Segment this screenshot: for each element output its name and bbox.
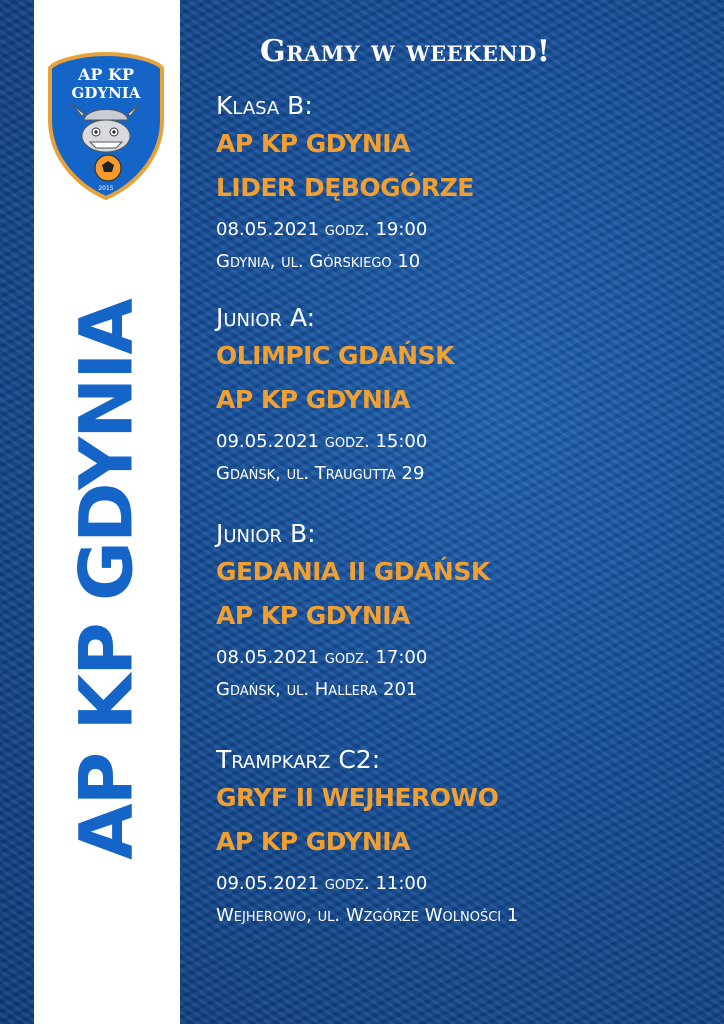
match-place: Wejherowo, ul. Wzgórze Wolności 1 xyxy=(216,905,519,926)
match-place: Gdańsk, ul. Traugutta 29 xyxy=(216,463,425,484)
match-category: Klasa B: xyxy=(216,91,313,120)
crest-shield-icon xyxy=(46,50,166,202)
away-team: AP KP GDYNIA xyxy=(216,385,410,414)
home-team: GEDANIA II GDAŃSK xyxy=(216,557,490,586)
match-block-junior-a xyxy=(216,302,454,490)
match-block-trampkarz-c2 xyxy=(216,744,518,932)
match-datetime: 09.05.2021 godz. 11:00 xyxy=(216,873,428,894)
match-category: Junior A: xyxy=(216,303,316,332)
crest-year: 2015 xyxy=(98,185,114,192)
home-team: AP KP GDYNIA xyxy=(216,129,410,158)
club-crest-logo xyxy=(46,50,166,202)
match-place: Gdańsk, ul. Hallera 201 xyxy=(216,679,418,700)
home-team: OLIMPIC GDAŃSK xyxy=(216,341,454,370)
match-datetime: 08.05.2021 godz. 17:00 xyxy=(216,647,428,668)
match-datetime: 09.05.2021 godz. 15:00 xyxy=(216,431,428,452)
crest-line2: GDYNIA xyxy=(71,84,141,102)
away-team: AP KP GDYNIA xyxy=(216,601,410,630)
crest-line1: AP KP xyxy=(78,65,134,84)
match-datetime: 08.05.2021 godz. 19:00 xyxy=(216,219,428,240)
page-title: Gramy w weekend! xyxy=(260,34,551,69)
match-category: Trampkarz C2: xyxy=(216,745,381,774)
match-block-klasa-b xyxy=(216,90,474,278)
home-team: GRYF II WEJHEROWO xyxy=(216,783,499,812)
vertical-club-name: AP KP GDYNIA xyxy=(64,300,150,860)
match-place: Gdynia, ul. Górskiego 10 xyxy=(216,251,421,272)
away-team: AP KP GDYNIA xyxy=(216,827,410,856)
match-category: Junior B: xyxy=(216,519,316,548)
away-team: LIDER DĘBOGÓRZE xyxy=(216,173,474,202)
match-block-junior-b xyxy=(216,518,490,706)
